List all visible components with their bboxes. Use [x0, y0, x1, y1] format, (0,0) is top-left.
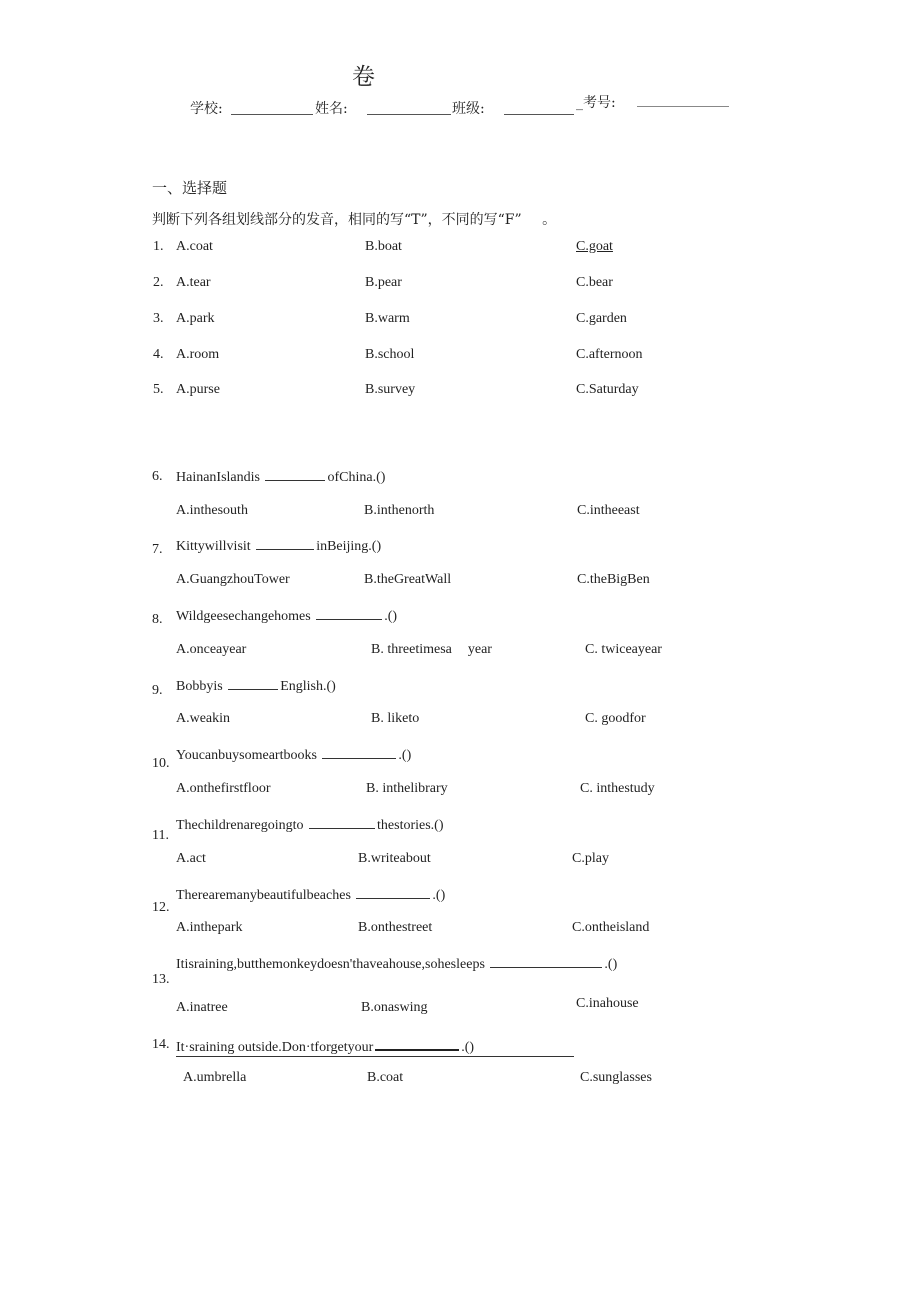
instruction-end: 。 — [542, 212, 557, 228]
stem-post: ofChina.() — [327, 470, 386, 485]
question-stem — [176, 816, 444, 834]
exam-no-label: _考号: — [576, 95, 616, 111]
question-number: 4. — [153, 347, 164, 362]
stem-pre: Itisraining,butthemonkeydoesn'thaveahouse,sohesleeps — [176, 957, 485, 972]
question-number: 9. — [152, 683, 163, 698]
paper-title: 卷 — [352, 64, 375, 90]
option-a[interactable]: A.umbrella — [183, 1070, 247, 1085]
class-label: 班级: — [452, 101, 485, 117]
option-a[interactable]: A.inatree — [176, 1000, 228, 1015]
option-c[interactable]: C.garden — [576, 311, 627, 326]
option-a[interactable]: A.act — [176, 851, 206, 866]
exam-no-blank[interactable] — [637, 106, 729, 107]
question-number: 5. — [153, 382, 164, 397]
stem-post: .() — [398, 748, 412, 763]
answer-blank[interactable] — [322, 746, 396, 759]
stem-pre: Thechildrenaregoingto — [176, 818, 304, 833]
option-b-part2: year — [467, 642, 492, 657]
question-stem — [176, 537, 381, 555]
option-b[interactable] — [371, 642, 492, 658]
option-c[interactable]: C.intheeast — [577, 503, 640, 518]
question-number: 2. — [153, 275, 164, 290]
stem-pre: HainanIslandis — [176, 470, 260, 485]
question-number: 14. — [152, 1037, 170, 1052]
question-number: 7. — [152, 542, 163, 557]
stem-pre: Wildgeesechangehomes — [176, 609, 311, 624]
option-a[interactable]: A.tear — [176, 275, 211, 290]
stem-pre: Therearemanybeautifulbeaches — [176, 888, 351, 903]
option-b[interactable]: B.writeabout — [358, 851, 431, 866]
option-c[interactable]: C. inthestudy — [580, 781, 655, 796]
option-a[interactable]: A.weakin — [176, 711, 231, 726]
answer-blank[interactable] — [309, 816, 375, 829]
instruction-text: 判断下列各组划线部分的发音，相同的写“T”，不同的写“F” — [152, 212, 522, 228]
option-b[interactable]: B.onthestreet — [358, 920, 433, 935]
question-stem — [176, 607, 397, 625]
question-stem — [176, 677, 336, 695]
option-a[interactable]: A.room — [176, 347, 220, 362]
option-a[interactable]: A.coat — [176, 239, 213, 254]
question-number: 10. — [152, 756, 170, 771]
option-a[interactable]: A.purse — [176, 382, 220, 397]
option-c[interactable]: C. goodfor — [585, 711, 646, 726]
option-c[interactable]: C.play — [572, 851, 609, 866]
option-b[interactable]: B.school — [365, 347, 415, 362]
option-b[interactable]: B.inthenorth — [364, 503, 435, 518]
question-stem — [176, 1037, 574, 1057]
answer-blank[interactable] — [375, 1037, 459, 1051]
option-c[interactable]: C.ontheisland — [572, 920, 650, 935]
section-title: 一、选择题 — [152, 179, 228, 197]
stem-post: .() — [432, 888, 446, 903]
stem-post: English.() — [280, 679, 336, 694]
answer-blank[interactable] — [356, 886, 430, 899]
question-stem — [176, 746, 411, 764]
stem-post: .() — [384, 609, 398, 624]
question-number: 11. — [152, 828, 169, 843]
stem-post: thestories.() — [377, 818, 444, 833]
option-a[interactable]: A.park — [176, 311, 215, 326]
option-b[interactable]: B. inthelibrary — [366, 781, 448, 796]
option-a[interactable]: A.onthefirstfloor — [176, 781, 271, 796]
section-instruction — [152, 209, 556, 229]
option-b[interactable]: B.survey — [365, 382, 416, 397]
question-stem — [176, 468, 385, 486]
question-number: 13. — [152, 972, 170, 987]
question-stem — [176, 886, 445, 904]
question-number: 8. — [152, 612, 163, 627]
option-b[interactable]: B.pear — [365, 275, 402, 290]
option-b[interactable]: B.coat — [367, 1070, 404, 1085]
question-number: 6. — [152, 469, 163, 484]
option-c[interactable]: C.afternoon — [576, 347, 643, 362]
stem-pre: Youcanbuysomeartbooks — [176, 748, 317, 763]
answer-blank[interactable] — [228, 677, 278, 690]
class-blank[interactable] — [504, 114, 574, 115]
option-b-part1: B. threetimesa — [371, 642, 452, 657]
stem-pre: Kittywillvisit — [176, 539, 251, 554]
stem-post: .() — [604, 957, 618, 972]
option-b[interactable]: B.onaswing — [361, 1000, 428, 1015]
option-c[interactable]: C.Saturday — [576, 382, 639, 397]
option-b[interactable]: B.warm — [365, 311, 410, 326]
question-number: 1. — [153, 239, 164, 254]
answer-blank[interactable] — [490, 955, 602, 968]
question-stem — [176, 955, 617, 973]
option-b[interactable]: B.boat — [365, 239, 402, 254]
option-a[interactable]: A.onceayear — [176, 642, 247, 657]
name-label: 姓名: — [315, 101, 348, 117]
stem-pre: It·sraining outside.Don·tforgetyour — [176, 1040, 374, 1055]
school-label: 学校: — [190, 101, 223, 117]
stem-post: inBeijing.() — [316, 539, 382, 554]
option-c[interactable]: C.bear — [576, 275, 613, 290]
option-c[interactable]: C. twiceayear — [585, 642, 662, 657]
answer-blank[interactable] — [316, 607, 382, 620]
option-c[interactable]: C.inahouse — [576, 996, 639, 1011]
answer-blank[interactable] — [265, 468, 325, 481]
stem-post: .() — [461, 1040, 475, 1055]
option-a[interactable]: A.inthepark — [176, 920, 243, 935]
name-blank[interactable] — [367, 114, 451, 115]
option-a[interactable]: A.inthesouth — [176, 503, 248, 518]
school-blank[interactable] — [231, 114, 313, 115]
option-b[interactable]: B.theGreatWall — [364, 572, 452, 587]
question-number: 3. — [153, 311, 164, 326]
question-number: 12. — [152, 900, 170, 915]
option-b[interactable]: B. liketo — [371, 711, 420, 726]
option-a[interactable]: A.GuangzhouTower — [176, 572, 290, 587]
answer-blank[interactable] — [256, 537, 314, 550]
option-c[interactable]: C.goat — [576, 239, 613, 254]
option-c[interactable]: C.sunglasses — [580, 1070, 652, 1085]
option-c[interactable]: C.theBigBen — [577, 572, 650, 587]
stem-pre: Bobbyis — [176, 679, 223, 694]
